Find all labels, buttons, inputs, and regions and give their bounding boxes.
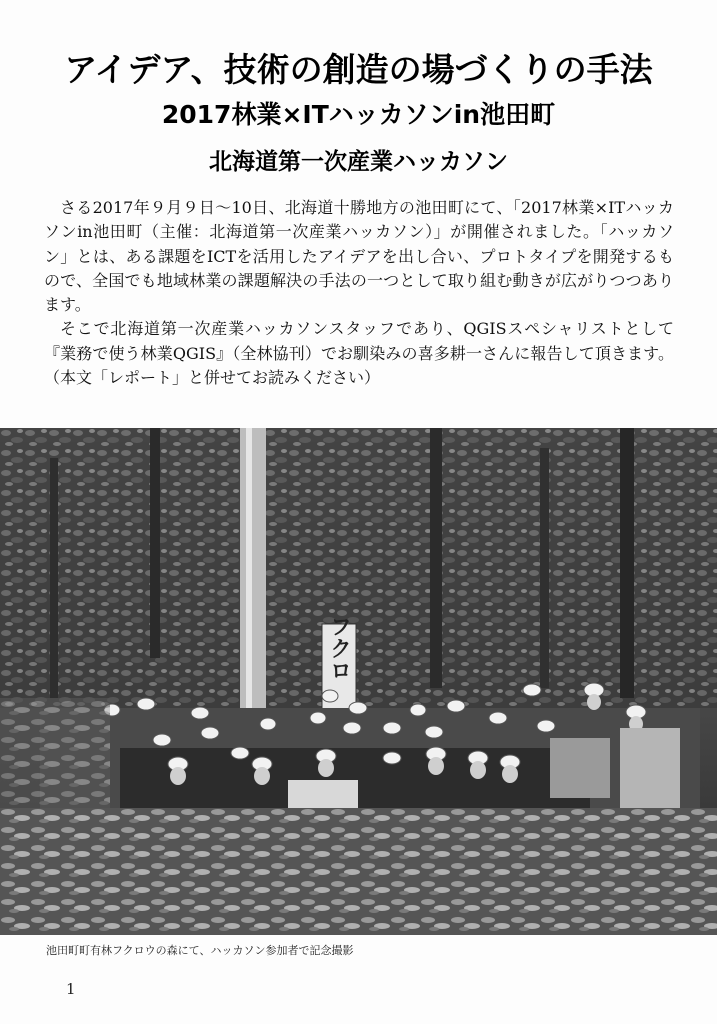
sign-text: フクロ	[326, 615, 352, 681]
photo-caption: 池田町町有林フクロウの森にて、ハッカソン参加者で記念撮影	[46, 944, 354, 957]
article-subtitle: 2017林業×ITハッカソンin池田町	[161, 100, 556, 129]
page-number: 1	[66, 980, 76, 998]
article-title: アイデア、技術の創造の場づくりの手法	[64, 50, 653, 89]
body-paragraph-2: そこで北海道第一次産業ハッカソンスタッフであり、QGISスペシャリストとして『業務で使う林業QGIS』（全林協刊）でお馴染みの喜多耕一さんに報告して頂きます。（本文「レポート」と併せてお読みください）	[44, 319, 674, 388]
article-author: 北海道第一次産業ハッカソン	[209, 149, 508, 175]
article-body	[44, 196, 674, 390]
body-paragraph-1: さる2017年９月９日～10日、北海道十勝地方の池田町にて、「2017林業×ITハッカソンin池田町（主催：北海道第一次産業ハッカソン）」が開催されました。「ハッカソン」とは、ある課題をICTを活用したアイデアを出し合い、プロトタイプを開発するもので、全国でも地域林業の課題解決の手法の一つとして取り組む動きが広がりつつあります。	[44, 198, 674, 315]
group-photo	[0, 428, 717, 935]
